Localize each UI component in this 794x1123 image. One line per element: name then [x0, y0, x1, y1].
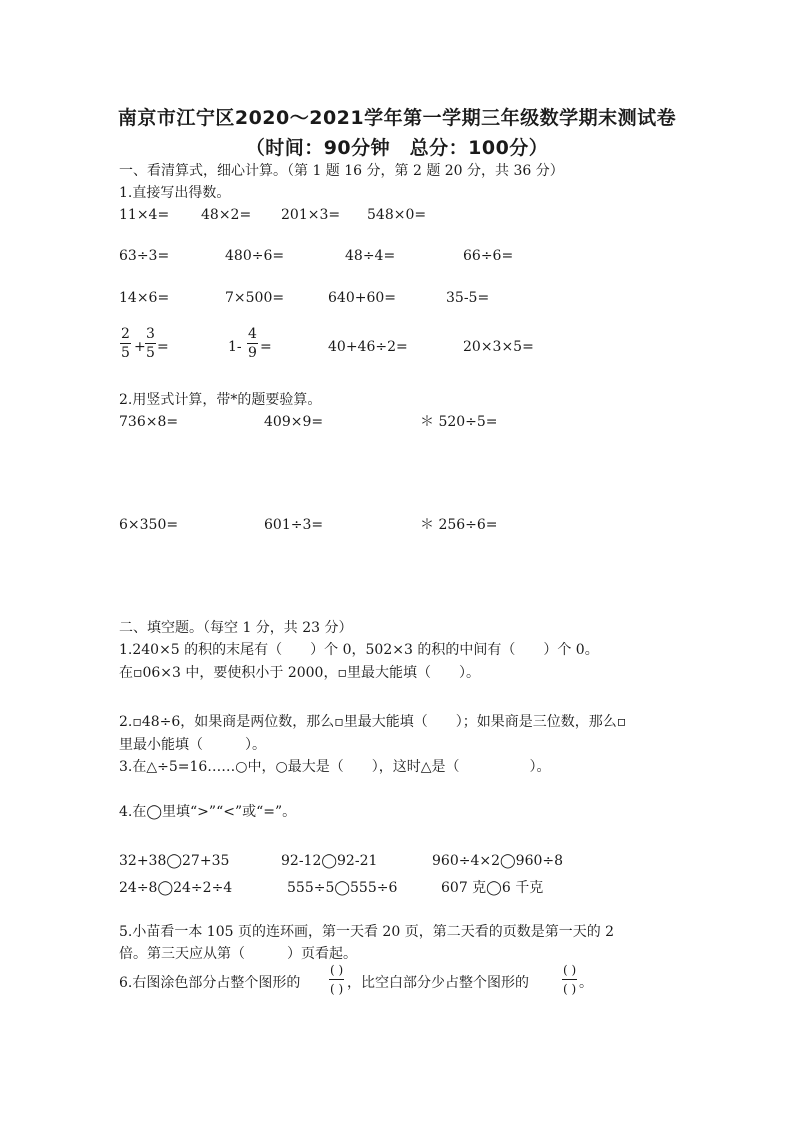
- compare-item: 607 克◯6 千克: [441, 880, 544, 896]
- compare-item: 555÷5◯555÷6: [287, 880, 398, 896]
- blank-fraction: [562, 962, 577, 997]
- page-title: 南京市江宁区2020～2021学年第一学期三年级数学期末测试卷: [117, 107, 677, 129]
- vertical-calc-item: 6×350=: [119, 517, 179, 533]
- q5-line-1: 5.小苗看一本 105 页的连环画，第一天看 20 页，第二天看的页数是第一天的 2: [119, 924, 615, 940]
- denominator-blank: ( ): [563, 982, 577, 996]
- calc-item: 63÷3=: [119, 248, 170, 264]
- denominator: 5: [121, 345, 130, 361]
- equals-sign: =: [157, 339, 169, 355]
- calc-item: 66÷6=: [463, 248, 514, 264]
- page-subtitle: （时间：90分钟 总分：100分）: [245, 137, 549, 159]
- calc-item: 48÷4=: [345, 248, 396, 264]
- vertical-calc-item: 736×8=: [119, 414, 179, 430]
- calc-item: 35-5=: [446, 290, 490, 306]
- compare-item: 32+38◯27+35: [119, 853, 230, 869]
- denominator: 9: [248, 345, 257, 361]
- q6-text-part-1: 6.右图涂色部分占整个图形的: [119, 975, 301, 991]
- plus-sign: +: [134, 339, 146, 355]
- vertical-calc-item: 409×9=: [264, 414, 324, 430]
- q3-line: 3.在△÷5=16……○中，○最大是（ ），这时△是（ ）。: [119, 759, 551, 775]
- q2-label: 2.用竖式计算，带*的题要验算。: [119, 392, 322, 408]
- q1-line-2: 在▫06×3 中，要使积小于 2000，▫里最大能填（ ）。: [119, 665, 480, 681]
- calc-item: 7×500=: [225, 290, 285, 306]
- numerator-blank: ( ): [330, 963, 344, 977]
- fraction-2-5: [120, 326, 131, 361]
- fraction-bar: [145, 343, 156, 344]
- calc-item: 40+46÷2=: [328, 339, 408, 355]
- q2-line-2: 里最小能填（ ）。: [119, 737, 266, 753]
- q6-text-part-3: 。: [579, 975, 593, 991]
- numerator: 3: [146, 326, 155, 342]
- calc-item: 14×6=: [119, 290, 170, 306]
- fraction-bar: [120, 343, 131, 344]
- minuend: 1-: [228, 339, 242, 355]
- calc-item: 548×0=: [367, 207, 427, 223]
- calc-item: 640+60=: [328, 290, 396, 306]
- blank-fraction: [329, 962, 344, 997]
- compare-item: 92-12◯92-21: [281, 853, 378, 869]
- section-1-heading: 一、看清算式，细心计算。（第 1 题 16 分，第 2 题 20 分，共 36 分）: [119, 163, 564, 179]
- denominator: 5: [146, 345, 155, 361]
- numerator: 2: [121, 326, 130, 342]
- numerator: 4: [248, 326, 257, 342]
- calc-item: 480÷6=: [225, 248, 285, 264]
- q1-label: 1.直接写出得数。: [119, 185, 231, 201]
- vertical-calc-item: 601÷3=: [264, 517, 324, 533]
- q6-text-part-2: ，比空白部分少占整个图形的: [347, 975, 529, 991]
- compare-item: 24÷8◯24÷2÷4: [119, 880, 233, 896]
- calc-item: 201×3=: [281, 207, 341, 223]
- vertical-calc-item: ＊ 256÷6=: [420, 517, 498, 533]
- fraction-bar: [562, 979, 577, 980]
- denominator-blank: ( ): [330, 982, 344, 996]
- q4-label: 4.在◯里填“>”“<”或“=”。: [119, 804, 297, 820]
- fraction-4-9: [247, 326, 258, 361]
- vertical-calc-item: ＊ 520÷5=: [420, 414, 498, 430]
- numerator-blank: ( ): [563, 963, 577, 977]
- calc-item: 20×3×5=: [463, 339, 534, 355]
- fraction-bar: [329, 979, 344, 980]
- fraction-3-5: [145, 326, 156, 361]
- calc-item: 11×4=: [119, 207, 170, 223]
- fraction-bar: [247, 343, 258, 344]
- compare-item: 960÷4×2◯960÷8: [432, 853, 564, 869]
- q1-line-1: 1.240×5 的积的末尾有（ ）个 0，502×3 的积的中间有（ ）个 0。: [119, 642, 599, 658]
- q2-line-1: 2.▫48÷6，如果商是两位数，那么▫里最大能填（ ）；如果商是三位数，那么▫: [119, 714, 627, 730]
- equals-sign: =: [260, 339, 272, 355]
- calc-item: 48×2=: [201, 207, 252, 223]
- q5-line-2: 倍。第三天应从第（ ）页看起。: [119, 946, 357, 962]
- section-2-heading: 二、填空题。（每空 1 分，共 23 分）: [119, 620, 353, 636]
